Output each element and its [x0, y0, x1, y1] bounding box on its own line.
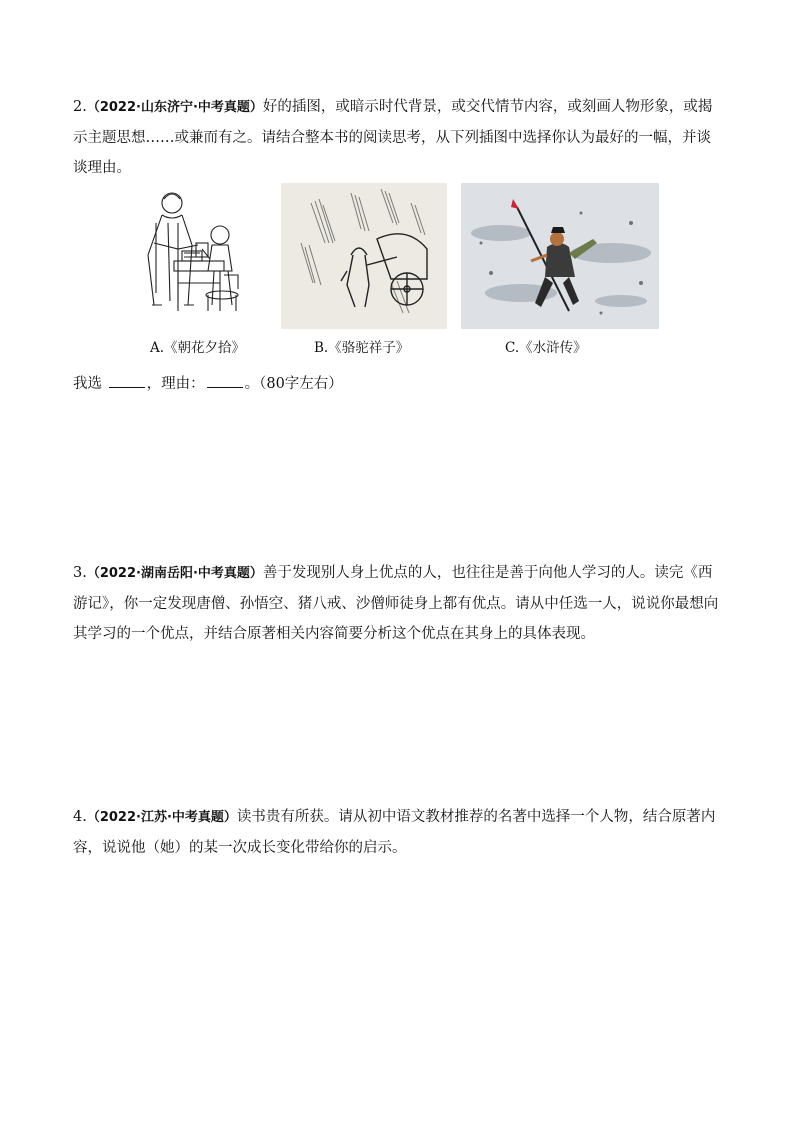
rickshaw-in-rain-icon	[281, 183, 447, 329]
figures-at-desk-sketch-icon	[124, 183, 260, 327]
question-text: 读书贵有所获。请从初中语文教材推荐的名著中选择一个人物，结合原著内容，说说他（她）的某一次成长变化带给你的启示。	[73, 809, 716, 856]
answer-middle: ，理由：	[146, 376, 205, 392]
option-a-caption: A.《朝花夕拾》	[150, 340, 246, 356]
question-source: （2022·山东济宁·中考真题）	[86, 100, 263, 115]
option-c-caption: C.《水浒传》	[505, 340, 587, 356]
answer-line	[73, 372, 343, 393]
question-4	[73, 802, 723, 863]
question-source: （2022·江苏·中考真题）	[86, 810, 237, 825]
illustration-a	[124, 183, 260, 327]
warrior-ink-painting-icon	[461, 183, 659, 329]
reason-blank[interactable]	[207, 373, 243, 388]
illustration-b	[281, 183, 447, 329]
answer-prefix: 我选	[73, 376, 102, 392]
option-b-caption: B.《骆驼祥子》	[314, 340, 410, 356]
question-number: 4.	[73, 809, 87, 825]
question-source: （2022·湖南岳阳·中考真题）	[86, 566, 263, 581]
question-3	[73, 558, 723, 649]
question-text: 好的插图，或暗示时代背景，或交代情节内容，或刻画人物形象，或揭示主题思想……或兼而有之。请结合整本书的阅读思考，从下列插图中选择你认为最好的一幅，并谈谈理由。	[73, 99, 713, 176]
answer-suffix: 。（80字左右）	[244, 376, 343, 392]
question-number: 2.	[73, 99, 87, 115]
illustration-c	[461, 183, 659, 329]
question-2	[73, 92, 723, 183]
question-number: 3.	[73, 565, 87, 581]
question-text: 善于发现别人身上优点的人，也往往是善于向他人学习的人。读完《西游记》，你一定发现唐僧、孙悟空、猪八戒、沙僧师徒身上都有优点。请从中任选一人，说说你最想向其学习的一个优点，并结合原著相关内容简要分析这个优点在其身上的具体表现。	[73, 565, 719, 642]
choice-blank[interactable]	[109, 373, 145, 388]
